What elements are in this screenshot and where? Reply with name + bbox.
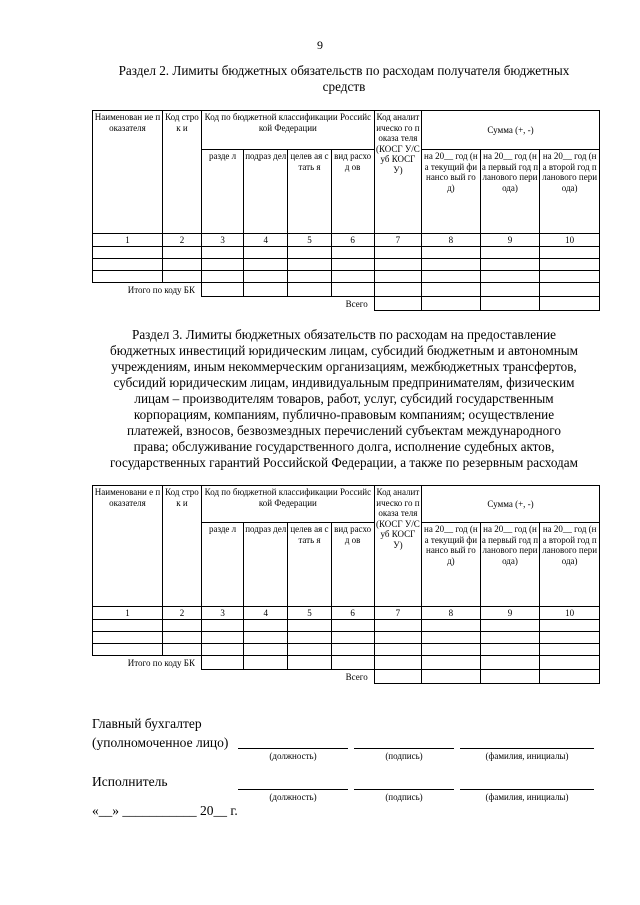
page-number: 9 (317, 38, 323, 52)
executor-position-caption: (должность) (269, 792, 317, 802)
header-row-code: Код строк и (162, 486, 201, 607)
header-row-code: Код строк и (162, 111, 201, 234)
section-3-heading (88, 327, 600, 471)
authorized-person-label: (уполномоченное лицо) (92, 735, 229, 750)
total-by-bk-label: Итого по коду БК (93, 656, 202, 670)
header-budget-classification: Код по бюджетной классификации Российской Федерации (201, 486, 374, 523)
column-number-row (93, 234, 600, 247)
column-number: 6 (331, 607, 374, 620)
section-2-table (92, 110, 600, 311)
section-2-heading (88, 63, 600, 95)
column-number: 8 (422, 234, 481, 247)
column-number: 9 (480, 607, 540, 620)
section-2-title-line-1: Раздел 2. Лимиты бюджетных обязательств по расходам получателя бюджетных (118, 63, 570, 78)
grand-total-label: Всего (345, 672, 368, 682)
executor-signature-caption: (подпись) (385, 792, 423, 802)
header-analytic-code: Код аналит ическо го показа теля (КОСГ У/Суб КОСГ У) (374, 486, 421, 607)
section-3-table (92, 485, 600, 684)
column-number: 10 (540, 607, 600, 620)
header-target-item: целев ая стать я (288, 150, 331, 234)
section-2-title-line-2: средств (322, 79, 366, 94)
header-target-item: целев ая стать я (288, 523, 331, 607)
header-indicator-name: Наименовани е показателя (93, 486, 163, 607)
chief-name-line (460, 748, 594, 749)
column-number: 2 (162, 234, 201, 247)
grand-total-row (93, 670, 600, 684)
column-number: 7 (374, 607, 421, 620)
chief-accountant-label: Главный бухгалтер (92, 716, 202, 731)
column-number: 3 (201, 607, 243, 620)
executor-name-caption: (фамилия, инициалы) (485, 792, 569, 802)
header-sum-second-plan-year: на 20__ год (на второй год планового периода) (540, 150, 600, 234)
header-sum: Сумма (+, -) (422, 486, 600, 523)
header-section: разде л (201, 523, 243, 607)
column-number: 4 (244, 234, 288, 247)
column-number: 5 (288, 234, 331, 247)
header-sum-current-year: на 20__ год (на текущий финансо вый год) (422, 523, 481, 607)
table-row (93, 632, 600, 644)
column-number: 9 (480, 234, 540, 247)
total-by-bk-row (93, 283, 600, 297)
chief-signature-caption: (подпись) (385, 751, 423, 761)
section-3-title-line: корпорациям, компаниям, публично-правовым компаниям; осуществление (133, 407, 555, 422)
section-3-title-line: лицам – производителям товаров, работ, услуг, субсидий государственным (134, 391, 554, 406)
executor-label: Исполнитель (92, 774, 168, 789)
column-number: 1 (93, 234, 163, 247)
chief-name-caption: (фамилия, инициалы) (485, 751, 569, 761)
header-expense-type: вид расход ов (331, 150, 374, 234)
column-number: 10 (540, 234, 600, 247)
section-3-title-line: Раздел 3. Лимиты бюджетных обязательств по расходам на предоставление (131, 327, 557, 342)
section-3-title-line: учреждениям, иным некоммерческим организациям, межбюджетных трансфертов, (111, 359, 577, 374)
executor-name-line (460, 789, 594, 790)
table-row (93, 644, 600, 656)
header-sum-second-plan-year: на 20__ год (на второй год планового периода) (540, 523, 600, 607)
header-section: разде л (201, 150, 243, 234)
section-3-title-line: государственных гарантий Российской Федерации, а также по резервным расходам (110, 455, 578, 470)
column-number: 2 (162, 607, 201, 620)
header-sum-first-plan-year: на 20__ год (на первый год планового периода) (480, 150, 540, 234)
column-number: 7 (374, 234, 421, 247)
column-number: 1 (93, 607, 163, 620)
column-number: 8 (422, 607, 481, 620)
column-number: 3 (201, 234, 243, 247)
chief-position-caption: (должность) (269, 751, 317, 761)
header-sum-first-plan-year: на 20__ год (на первый год планового периода) (480, 523, 540, 607)
total-by-bk-row (93, 656, 600, 670)
section-3-title-line: субсидий юридическим лицам, индивидуальным предпринимателям, физическим (113, 375, 575, 390)
header-indicator-name: Наименован ие показателя (93, 111, 163, 234)
header-analytic-code: Код аналит ическо го показа теля (КОСГ У/Суб КОСГ У) (374, 111, 421, 234)
header-sum-current-year: на 20__ год (на текущий финансо вый год) (422, 150, 481, 234)
total-by-bk-label: Итого по коду БК (93, 283, 202, 297)
table-row (93, 247, 600, 259)
grand-total-label: Всего (345, 299, 368, 309)
chief-position-line (238, 748, 348, 749)
section-3-title-line: платежей, взносов, безвозмездных перечислений субъектам международного (127, 423, 561, 438)
executor-position-line (238, 789, 348, 790)
column-number: 6 (331, 234, 374, 247)
section-3-title-line: права; обслуживание государственного долга, исполнение судебных актов, (133, 439, 555, 454)
chief-signature-line (354, 748, 454, 749)
column-number-row (93, 607, 600, 620)
table-row (93, 259, 600, 271)
section-3-title-line: бюджетных инвестиций юридическим лицам, субсидий бюджетным и автономным (110, 343, 578, 358)
column-number: 5 (288, 607, 331, 620)
header-expense-type: вид расход ов (331, 523, 374, 607)
table-row (93, 271, 600, 283)
grand-total-row (93, 297, 600, 311)
header-subsection: подраз дел (244, 523, 288, 607)
executor-signature-line (354, 789, 454, 790)
table-row (93, 620, 600, 632)
header-budget-classification: Код по бюджетной классификации Российской Федерации (201, 111, 374, 150)
column-number: 4 (244, 607, 288, 620)
header-sum: Сумма (+, -) (422, 111, 600, 150)
date-line: «__» ___________ 20__ г. (92, 803, 238, 818)
header-subsection: подраз дел (244, 150, 288, 234)
